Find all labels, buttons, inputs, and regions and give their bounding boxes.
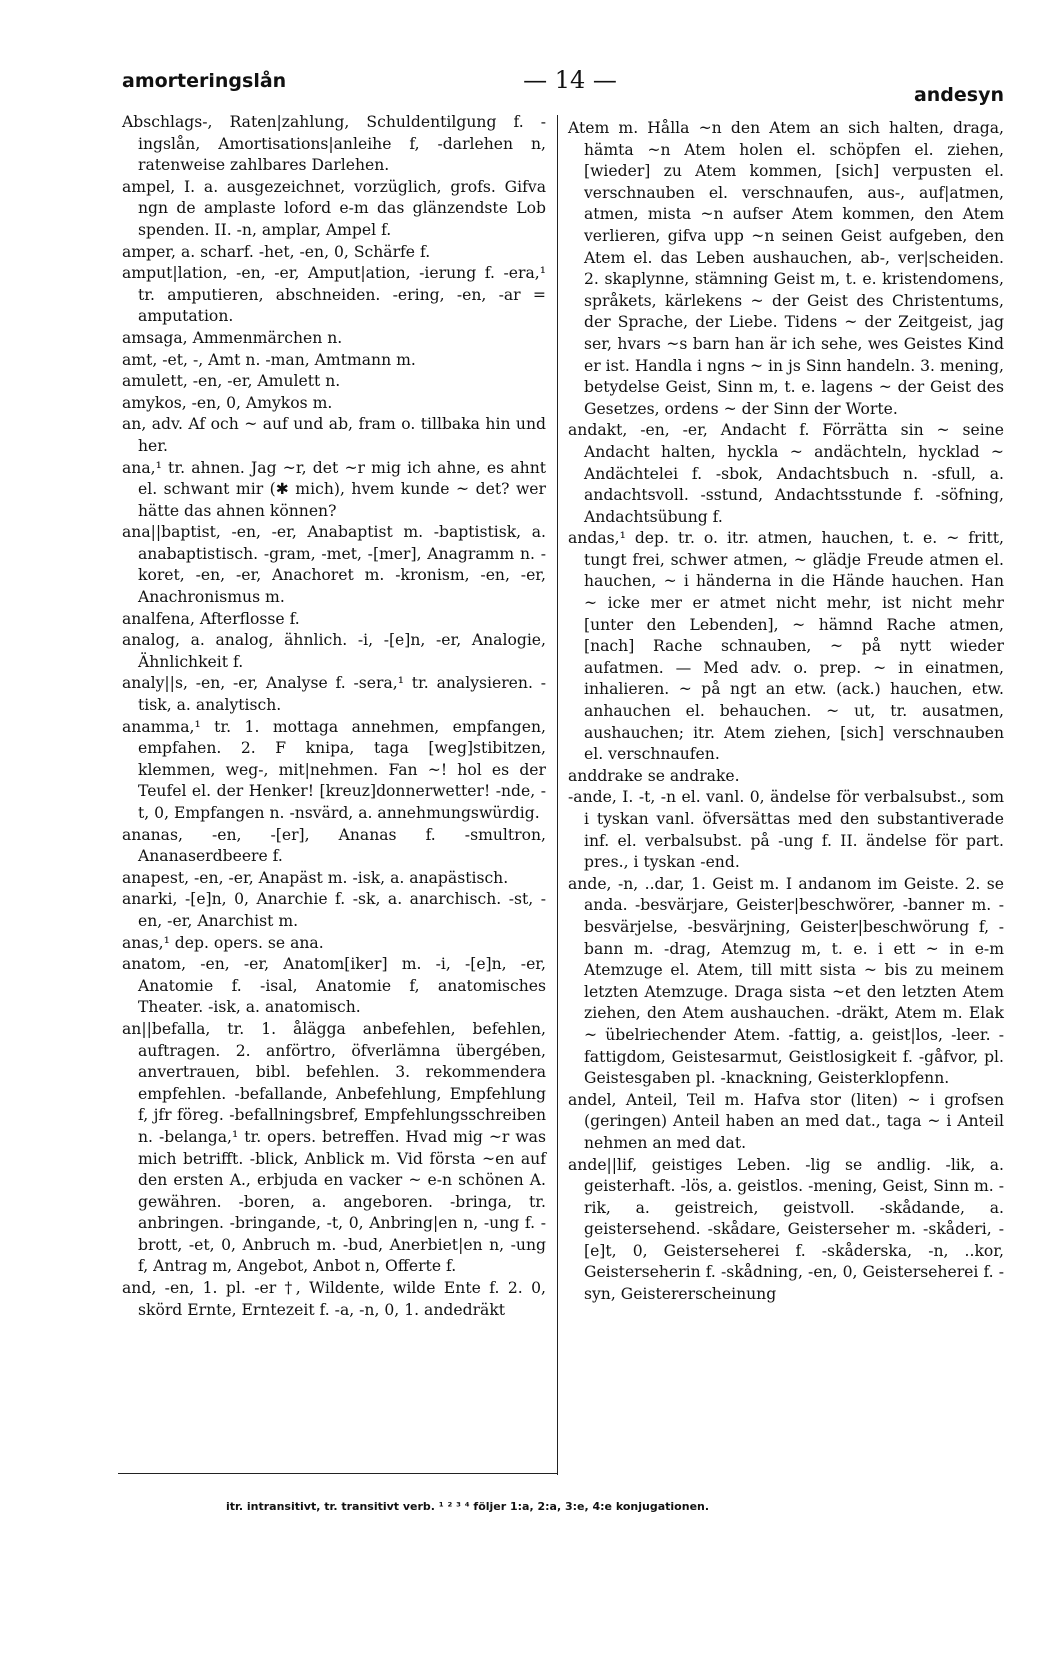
dictionary-entry: anamma,¹ tr. 1. mottaga annehmen, empfangen, empfahen. 2. F knipa, taga [weg]stibitzen, klemmen, weg-, mit|nehmen. Fan ~! hol es der Teufel el. der Henker! [kreuz]donnerwetter! -nde, -t, 0, Empfangen n. -nsvärd, a. annehmungswürdig.: [122, 717, 546, 822]
dictionary-entry: Atem m. Hålla ~n den Atem an sich halten, draga, hämta ~n Atem holen el. schöpfen el. ziehen, [wieder] zu Atem kommen, [sich] verpusten el. verschnauben el. verschnaufen, aus-, auf|atmen, atmen, mista ~n aufser Atem kommen, den Atem verlieren, gifva upp ~n seinen Geist aufgeben, den Atem el. das Leben aushauchen, ab-, ver|scheiden. 2. skaplynne, stämning Geist m, t. e. kristendomens, språkets, kärlekens ~ der Geist des Christentums, der Sprache, der Liebe. Tidens ~ der Zeitgeist, jag ser, hvars ~s barn han är ich sehe, wes Geistes Kind er ist. Handla i ngns ~ in js Sinn handeln. 3. mening, betydelse Geist, Sinn m, t. e. lagens ~ der Geist des Gesetzes, ordens ~ der Sinn der Worte.: [568, 119, 1004, 418]
column-divider: [557, 115, 558, 1475]
dictionary-entry: amt, -et, -, Amt n. -man, Amtmann m.: [122, 350, 416, 369]
dictionary-entry: amper, a. scharf. -het, -en, 0, Schärfe f.: [122, 242, 431, 261]
dictionary-entry: analfena, Afterflosse f.: [122, 609, 300, 628]
dictionary-entry: an, adv. Af och ~ auf und ab, fram o. tillbaka hin und her.: [122, 415, 546, 455]
dictionary-entry: anas,¹ dep. opers. se ana.: [122, 933, 324, 952]
dictionary-entry: ana,¹ tr. ahnen. Jag ~r, det ~r mig ich ahne, es ahnt el. schwant mir (✱ mich), hvem kunde ~ det? wer hätte das ahnen können?: [122, 458, 546, 520]
dictionary-entry: Abschlags-, Raten|zahlung, Schuldentilgung f. -ingslån, Amortisations|anleihe f, -darlehen n, ratenweise zahlbares Darlehen.: [122, 113, 546, 175]
left-column: [122, 112, 546, 1321]
dictionary-entry: ande, -n, ..dar, 1. Geist m. I andanom im Geiste. 2. se anda. -besvärjare, Geister|beschwörer, -banner m. -besvärjelse, -besvärjning, Geister|beschwörung f, -bann m. -drag, Atemzug m, t. e. i ett ~ in e-m Atemzuge el. Atem, till mitt sista ~ bis zu meinem letzten Atemzuge. Draga sista ~et den letzten Atem ziehen, den Atem aushauchen. -dräkt, Atem m. Elak ~ übelriechender Atem. -fattig, a. geist|los, -leer. -fattigdom, Geistesarmut, Geistlosigkeit f. -gåfvor, pl. Geistesgaben pl. -knackning, Geisterklopfenn.: [568, 874, 1004, 1088]
dictionary-entry: andakt, -en, -er, Andacht f. Förrätta sin ~ seine Andacht halten, hyckla ~ andächteln, hycklad ~ Andächtelei f. -sbok, Andachtsbuch n. -sfull, a. andachtsvoll. -sstund, Andachtsstunde f. -söfning, Andachtsübung f.: [568, 421, 1004, 526]
dictionary-entry: ampel, I. a. ausgezeichnet, vorzüglich, grofs. Gifva ngn de amplaste loford e-m das glänzendste Lob spenden. II. -n, amplar, Ampel f.: [122, 177, 546, 239]
dictionary-entry: andel, Anteil, Teil m. Hafva stor (liten) ~ i grofsen (geringen) Anteil haben an med dat., taga ~ i Anteil nehmen an med dat.: [568, 1090, 1004, 1152]
footer-rule: [118, 1473, 558, 1474]
dictionary-entry: anatom, -en, -er, Anatom[iker] m. -i, -[e]n, -er, Anatomie f. -isal, Anatomie f, anatomisches Theater. -isk, a. anatomisch.: [122, 955, 546, 1017]
dictionary-entry: analog, a. analog, ähnlich. -i, -[e]n, -er, Analogie, Ähnlichkeit f.: [122, 631, 546, 671]
dictionary-entry: anapest, -en, -er, Anapäst m. -isk, a. anapästisch.: [122, 868, 509, 887]
dictionary-entry: amulett, -en, -er, Amulett n.: [122, 372, 341, 391]
header-right-guide-word: andesyn: [913, 84, 1004, 106]
dictionary-entry: ana||baptist, -en, -er, Anabaptist m. -baptistisk, a. anabaptistisch. -gram, -met, -[mer], Anagramm n. -koret, -en, -er, Anachoret m. -kronism, -en, -er, Anachronismus m.: [122, 523, 546, 607]
dictionary-entry: anddrake se andrake.: [568, 766, 740, 785]
dictionary-entry: ananas, -en, -[er], Ananas f. -smultron, Ananaserdbeere f.: [122, 825, 546, 866]
dictionary-entry: amput|lation, -en, -er, Amput|ation, -ierung f. -era,¹ tr. amputieren, abschneiden. -ering, -en, -ar = amputation.: [122, 264, 546, 326]
dictionary-entry: amykos, -en, 0, Amykos m.: [122, 393, 333, 412]
dictionary-entry: an||befalla, tr. 1. ålägga anbefehlen, befehlen, auftragen. 2. anförtro, öfverlämna übergében, anvertrauen, bibl. befehlen. 3. rekommendera empfehlen. -befallande, Anbefehlung, Empfehlung f, jfr föreg. -befallningsbref, Empfehlungsschreiben n. -belanga,¹ tr. opers. betreffen. Hvad mig ~r was mich betrifft. -blick, Anblick m. Vid första ~en auf den ersten A., erbjuda en vacker ~ e-n schönen A. gewähren. -boren, a. angeboren. -bringa, tr. anbringen. -bringande, -t, 0, Anbring|en n, -ung f. -brott, -et, 0, Anbruch m. -bud, Anerbiet|en n, -ung f, Antrag m, Angebot, Anbot n, Offerte f.: [122, 1019, 546, 1276]
dictionary-entry: -ande, I. -t, -n el. vanl. 0, ändelse för verbalsubst., som i tyskan vanl. öfversättas med den substantiverade inf. el. verbalsubst. på -ung f. II. ändelse för part. pres., i tyskan -end.: [568, 788, 1004, 872]
dictionary-entry: analy||s, -en, -er, Analyse f. -sera,¹ tr. analysieren. -tisk, a. analytisch.: [122, 674, 546, 715]
dictionary-entry: amsaga, Ammenmärchen n.: [122, 328, 343, 347]
header-left-guide-word: amorteringslån: [122, 70, 287, 92]
page-header: [0, 66, 1056, 110]
page-number: — 14 —: [523, 66, 617, 94]
dictionary-entry: and, -en, 1. pl. -er †, Wildente, wilde Ente f. 2. 0, skörd Ernte, Erntezeit f. -a, -n, 0, 1. andedräkt: [122, 1279, 546, 1319]
footer-legend: itr. intransitivt, tr. transitivt verb. ¹ ² ³ ⁴ följer 1:a, 2:a, 3:e, 4:e konjugationen.: [226, 1500, 710, 1513]
dictionary-entry: andas,¹ dep. tr. o. itr. atmen, hauchen, t. e. ~ fritt, tungt frei, schwer atmen, ~ glädje Freude atmen el. hauchen, ~ i händerna in die Hände hauchen. Han ~ icke mer er atmet nicht mehr, ist nicht mehr [unter den Lebenden], ~ hämnd Rache atmen, [nach] Rache schnauben, ~ på nytt wieder aufatmen. — Med adv. o. prep. ~ in einatmen, inhalieren. ~ på ngt an etw. (ack.) hauchen, etw. anhauchen el. behauchen. ~ ut, tr. ausatmen, aushauchen; itr. Atem ziehen, [sich] verschnauben el. verschnaufen.: [568, 529, 1004, 764]
dictionary-entry: anarki, -[e]n, 0, Anarchie f. -sk, a. anarchisch. -st, -en, -er, Anarchist m.: [122, 890, 546, 930]
dictionary-entry: ande||lif, geistiges Leben. -lig se andlig. -lik, a. geisterhaft. -lös, a. geistlos. -mening, Geist, Sinn m. -rik, a. geistreich, geistvoll. -skådande, a. geistersehend. -skådare, Geisterseher m. -skåderi, -[e]t, 0, Geisterseherei f. -skåderska, -n, ..kor, Geisterseherin f. -skådning, -en, 0, Geisterseherei f. -syn, Geistererscheinung: [568, 1155, 1004, 1304]
right-column: [568, 118, 1004, 1306]
